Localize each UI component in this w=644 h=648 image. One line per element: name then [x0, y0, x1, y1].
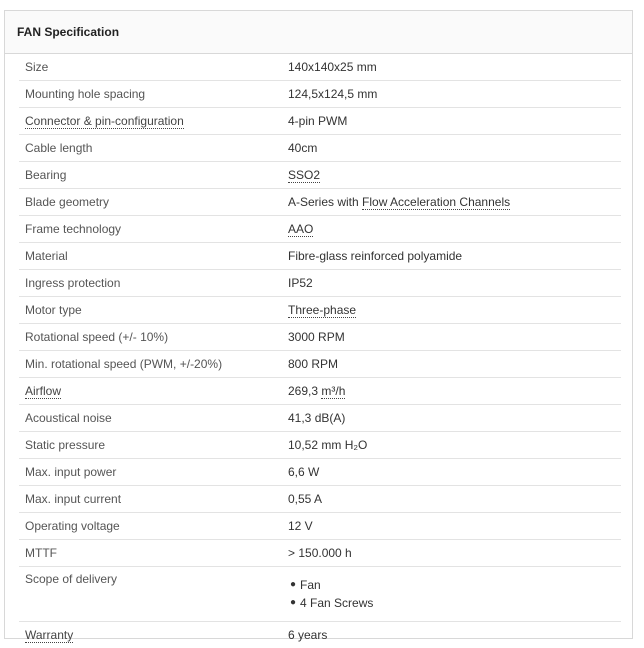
table-row [19, 622, 621, 648]
delivery-list [288, 576, 615, 612]
spec-value-pressure: 10,52 mm H₂O [282, 432, 621, 459]
spec-value-connector: 4-pin PWM [282, 108, 621, 135]
spec-value-size: 140x140x25 mm [282, 54, 621, 81]
table-row [19, 189, 621, 216]
spec-label-blade: Blade geometry [19, 189, 282, 216]
table-row [19, 243, 621, 270]
table-row [19, 378, 621, 405]
spec-value-cable: 40cm [282, 135, 621, 162]
spec-value-frame-cell [282, 216, 621, 243]
table-row [19, 297, 621, 324]
warranty-info-link[interactable]: Warranty [25, 628, 73, 643]
spec-label-mttf: MTTF [19, 540, 282, 567]
spec-label-material: Material [19, 243, 282, 270]
table-row [19, 540, 621, 567]
spec-label-current: Max. input current [19, 486, 282, 513]
spec-label-voltage: Operating voltage [19, 513, 282, 540]
delivery-item-fan: Fan [300, 578, 321, 592]
blade-value-text: A-Series with [288, 195, 362, 209]
table-row [19, 162, 621, 189]
delivery-item-screws: 4 Fan Screws [300, 596, 373, 610]
list-item [300, 576, 615, 594]
table-row [19, 567, 621, 622]
spec-value-delivery-cell [282, 567, 621, 622]
spec-value-rot-speed: 3000 RPM [282, 324, 621, 351]
table-row [19, 405, 621, 432]
table-row [19, 81, 621, 108]
bearing-info-link[interactable]: SSO2 [288, 168, 320, 183]
table-row [19, 459, 621, 486]
table-row [19, 135, 621, 162]
spec-value-current: 0,55 A [282, 486, 621, 513]
airflow-info-link[interactable]: Airflow [25, 384, 61, 399]
spec-value-mttf: > 150.000 h [282, 540, 621, 567]
spec-label-cable: Cable length [19, 135, 282, 162]
spec-label-frame: Frame technology [19, 216, 282, 243]
table-row [19, 108, 621, 135]
table-row [19, 351, 621, 378]
bullet-icon: ● [290, 576, 296, 594]
spec-value-min-rot-speed: 800 RPM [282, 351, 621, 378]
table-row [19, 54, 621, 81]
spec-label-noise: Acoustical noise [19, 405, 282, 432]
three-phase-info-link[interactable]: Three-phase [288, 303, 356, 318]
spec-header [5, 11, 632, 54]
table-row [19, 486, 621, 513]
spec-value-mounting: 124,5x124,5 mm [282, 81, 621, 108]
spec-label-bearing: Bearing [19, 162, 282, 189]
spec-value-power: 6,6 W [282, 459, 621, 486]
spec-label-airflow-cell [19, 378, 282, 405]
spec-value-ingress: IP52 [282, 270, 621, 297]
spec-label-size: Size [19, 54, 282, 81]
spec-value-blade-cell [282, 189, 621, 216]
spec-table [19, 54, 621, 648]
spec-label-rot-speed: Rotational speed (+/- 10%) [19, 324, 282, 351]
table-row [19, 432, 621, 459]
bullet-icon: ● [290, 594, 296, 612]
table-row [19, 270, 621, 297]
spec-label-connector-cell [19, 108, 282, 135]
spec-label-power: Max. input power [19, 459, 282, 486]
spec-label-warranty-cell [19, 622, 282, 648]
spec-label-delivery: Scope of delivery [19, 567, 282, 622]
spec-label-ingress: Ingress protection [19, 270, 282, 297]
spec-value-noise: 41,3 dB(A) [282, 405, 621, 432]
table-row [19, 324, 621, 351]
spec-label-pressure: Static pressure [19, 432, 282, 459]
table-row [19, 513, 621, 540]
spec-value-warranty: 6 years [282, 622, 621, 648]
aao-info-link[interactable]: AAO [288, 222, 313, 237]
flow-acceleration-channels-link[interactable]: Flow Acceleration Channels [362, 195, 510, 210]
connector-info-link[interactable]: Connector & pin-configuration [25, 114, 184, 129]
airflow-value-text: 269,3 [288, 384, 321, 398]
spec-label-mounting: Mounting hole spacing [19, 81, 282, 108]
spec-label-min-rot-speed: Min. rotational speed (PWM, +/-20%) [19, 351, 282, 378]
fan-specification-panel [4, 10, 633, 639]
spec-value-bearing-cell [282, 162, 621, 189]
spec-value-airflow-cell [282, 378, 621, 405]
table-row [19, 216, 621, 243]
spec-label-motor: Motor type [19, 297, 282, 324]
spec-value-motor-cell [282, 297, 621, 324]
spec-value-material: Fibre-glass reinforced polyamide [282, 243, 621, 270]
airflow-unit-link[interactable]: m³/h [321, 384, 345, 399]
list-item [300, 594, 615, 612]
spec-title: FAN Specification [17, 25, 119, 39]
spec-value-voltage: 12 V [282, 513, 621, 540]
